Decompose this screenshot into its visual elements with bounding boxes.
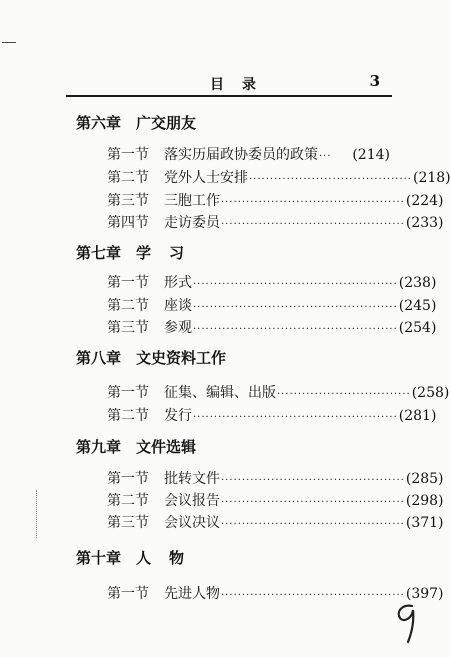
- section-page: (371): [405, 515, 444, 531]
- dot-leader: ···: [319, 151, 332, 162]
- dot-leader: ············································: [221, 497, 405, 508]
- dot-leader: ············································: [221, 590, 405, 601]
- section-page: (298): [405, 493, 444, 509]
- section-label: 第三节: [107, 320, 149, 336]
- toc-entry[interactable]: [107, 382, 450, 402]
- section-title: 三胞工作: [164, 193, 220, 209]
- section-title: 落实历届政协委员的政策: [164, 147, 318, 163]
- toc-entry[interactable]: [107, 190, 444, 210]
- section-label: 第二节: [107, 298, 149, 314]
- chapter-title: 文史资料工作: [136, 349, 227, 367]
- section-label: 第二节: [107, 408, 149, 424]
- header-rule: [66, 95, 392, 97]
- chapter-title: 广交朋友: [136, 114, 197, 132]
- chapter-title: 文件选辑: [136, 438, 197, 456]
- chapter-number: 第六章: [76, 114, 122, 132]
- dot-leader: ································: [277, 389, 411, 400]
- dot-leader: ············································: [221, 219, 405, 230]
- toc-entry[interactable]: [107, 512, 444, 532]
- section-title: 发行: [164, 408, 192, 424]
- section-title: 批转文件: [164, 471, 220, 487]
- section-page: (245): [398, 298, 437, 314]
- margin-specks: [36, 490, 40, 538]
- handwritten-mark: [392, 600, 422, 644]
- section-title: 参观: [164, 320, 192, 336]
- section-page: (285): [405, 471, 444, 487]
- page-header: [66, 74, 390, 94]
- chapter-title: 人物: [136, 549, 203, 567]
- section-page: (281): [398, 408, 437, 424]
- section-label: 第二节: [107, 170, 149, 186]
- toc-entry[interactable]: [107, 272, 437, 292]
- section-page: (218): [412, 170, 451, 186]
- section-title: 会议报告: [164, 493, 220, 509]
- dot-leader: ·················································: [193, 412, 398, 423]
- dot-leader: ············································: [221, 197, 405, 208]
- chapter-heading: [76, 547, 202, 568]
- section-label: 第一节: [107, 586, 149, 602]
- toc-entry[interactable]: [107, 405, 437, 425]
- margin-mark: [2, 42, 16, 43]
- dot-leader: ············································: [221, 519, 405, 530]
- chapter-number: 第九章: [76, 438, 122, 456]
- chapter-number: 第十章: [76, 549, 122, 567]
- section-label: 第一节: [107, 471, 149, 487]
- dot-leader: ·······································: [249, 174, 412, 185]
- section-title: 座谈: [164, 298, 192, 314]
- section-title: 党外人士安排: [164, 170, 248, 186]
- section-page: (258): [411, 385, 450, 401]
- section-page: (214): [352, 147, 390, 163]
- chapter-heading: [76, 242, 202, 263]
- toc-entry[interactable]: [107, 167, 451, 187]
- section-label: 第二节: [107, 493, 149, 509]
- toc-entry[interactable]: [107, 468, 444, 488]
- dot-leader: ·················································: [193, 279, 398, 290]
- section-label: 第一节: [107, 385, 149, 401]
- chapter-heading: [76, 112, 196, 133]
- header-page-number: 3: [369, 72, 380, 90]
- chapter-title: 学习: [136, 244, 203, 262]
- section-label: 第三节: [107, 515, 149, 531]
- dot-leader: ·················································: [193, 324, 398, 335]
- chapter-heading: [76, 347, 226, 368]
- section-title: 先进人物: [164, 586, 220, 602]
- chapter-number: 第七章: [76, 244, 122, 262]
- section-page: (254): [398, 320, 437, 336]
- section-page: (233): [405, 215, 444, 231]
- section-title: 走访委员: [164, 215, 220, 231]
- toc-entry[interactable]: [107, 295, 437, 315]
- toc-entry[interactable]: [107, 144, 390, 164]
- section-label: 第三节: [107, 193, 149, 209]
- header-title: 目录: [210, 77, 274, 93]
- dot-leader: ············································: [221, 475, 405, 486]
- section-page: (224): [405, 193, 444, 209]
- section-page: (238): [398, 275, 437, 291]
- section-title: 征集、编辑、出版: [164, 385, 276, 401]
- section-label: 第一节: [107, 275, 149, 291]
- section-label: 第四节: [107, 215, 149, 231]
- toc-entry[interactable]: [107, 583, 444, 603]
- section-title: 会议决议: [164, 515, 220, 531]
- section-title: 形式: [164, 275, 192, 291]
- chapter-number: 第八章: [76, 349, 122, 367]
- dot-leader: ·················································: [193, 302, 398, 313]
- toc-entry[interactable]: [107, 490, 444, 510]
- toc-entry[interactable]: [107, 212, 444, 232]
- section-label: 第一节: [107, 147, 149, 163]
- chapter-heading: [76, 436, 196, 457]
- section-page: (397): [405, 586, 444, 602]
- toc-entry[interactable]: [107, 317, 437, 337]
